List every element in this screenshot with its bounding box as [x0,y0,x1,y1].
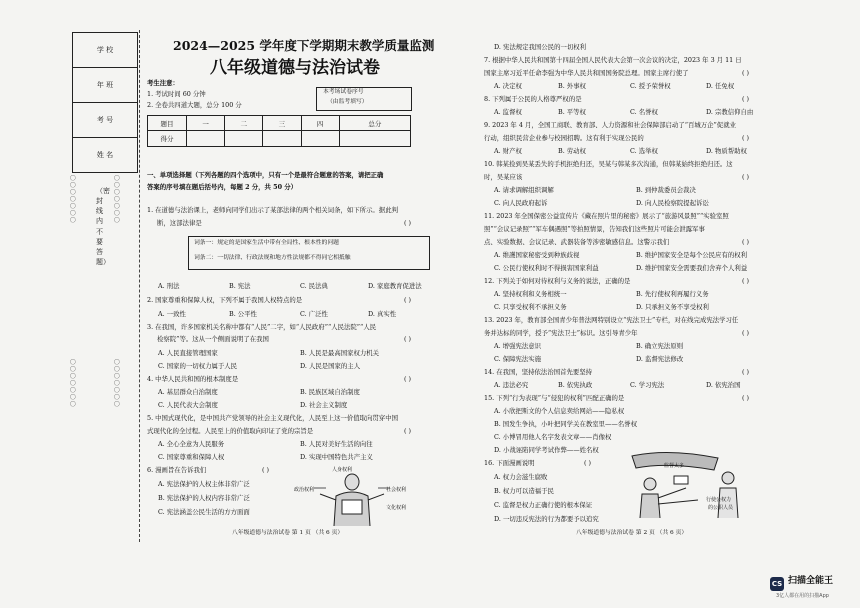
cartoon-label-officials: 的公职人员 [708,505,734,511]
cartoon-label-power: 行使公权力 [706,497,732,503]
option-b[interactable]: B. 平等权 [558,108,586,116]
option-b[interactable]: B. 权力可以造福于民 [494,487,554,495]
option-b[interactable]: B. 劳动权 [558,147,586,155]
score-row-label: 得分 [148,131,187,147]
option-c[interactable]: C. 宪法涵盖公民生活的方方面面 [158,508,250,516]
question-5-cont: 式现代化的全过程。人民至上的价值取向印证了党的宗旨是 [147,427,314,435]
answer-paren[interactable]: ( ) [742,95,750,103]
answer-paren[interactable]: ( ) [742,69,750,77]
option-d[interactable]: D. 依宪治国 [706,381,741,389]
option-c[interactable]: C. 民法典 [300,282,328,290]
score-header-item: 题目 [148,116,187,131]
option-a[interactable]: A. 决定权 [494,82,522,90]
page-footer-right: 八年级道德与法治试卷 第 2 页 （共 6 页） [576,530,688,536]
option-d[interactable]: D. 宪法规定我国公民的一切权利 [494,43,587,51]
cartoon-label-social: 社会权利 [386,487,407,493]
answer-paren[interactable]: ( ) [584,459,592,467]
seal-line-dots-lower-right: 〇〇〇〇〇〇〇 [114,360,120,408]
option-c[interactable]: C. 名誉权 [630,108,658,116]
option-b[interactable]: B. 维护国家安全是每个公民应有的权利 [636,251,748,259]
option-c[interactable]: C. 向人民政府起诉 [494,199,548,207]
student-info-table [72,32,138,173]
option-c[interactable]: C. 选举权 [630,147,658,155]
info-label-exam-number: 考 号 [73,103,138,138]
option-c[interactable]: C. 人民代表大会制度 [158,401,218,409]
option-b[interactable]: B. 确立宪法原则 [636,342,684,350]
answer-paren[interactable]: ( ) [404,219,412,227]
answer-paren[interactable]: ( ) [742,277,750,285]
option-a[interactable]: A. 维護国家秘密受到种族歧视 [494,251,580,259]
exam-title-line1: 2024—2025 学年度下学期期末教学质量监测 [173,38,435,53]
option-a[interactable]: A. 坚持权利和义务相统一 [494,290,567,298]
option-b[interactable]: B. 人民对美好生活的向往 [300,440,373,448]
scanner-app-badge: CS [770,577,784,591]
notice-title: 考生注意： [147,79,179,87]
option-a[interactable]: A. 请求调解组织调解 [494,186,554,194]
score-header-3: 三 [263,116,301,131]
seat-number-hint: （由监考填写） [327,99,368,105]
option-a[interactable]: A. 宪法保护的人权主体非常广泛 [158,480,250,488]
option-d[interactable]: D. 任免权 [706,82,735,90]
option-b[interactable]: B. 到仲裁委员会裁决 [636,186,696,194]
answer-paren[interactable]: ( ) [742,238,750,246]
question-5: 5. 中国式现代化，是中国共产党领导的社会主义现代化，人民至上这一价值取向贯穿中国 [147,414,398,422]
cartoon-label-supervision: 监督太多 [664,463,685,469]
option-c[interactable]: C. 保障宪法实施 [494,355,542,363]
option-a[interactable]: A. 小欣把斯文的个人信息卖给网站——隐私权 [494,407,625,415]
score-cell[interactable] [263,131,301,147]
option-d[interactable]: D. 宗教信仰自由 [706,108,754,116]
seal-line-dots-right: 〇〇〇〇〇〇〇 [114,176,120,224]
option-d[interactable]: D. 实现中国特色共产主义 [300,453,373,461]
seal-line [139,30,140,542]
seal-line-dots: 〇〇〇〇〇〇〇 [70,176,76,224]
option-b[interactable]: B. 先行使权利再履行义务 [636,290,709,298]
option-c[interactable]: C. 国家尊重和保障人权 [158,453,225,461]
score-cell[interactable] [301,131,339,147]
answer-paren[interactable]: ( ) [742,173,750,181]
score-header-4: 四 [301,116,339,131]
question-4: 4. 中华人民共和国的根本制度是 [147,375,239,383]
seal-line-dots-lower: 〇〇〇〇〇〇〇 [70,360,76,408]
option-c[interactable]: C. 公民行使权利时不得损害国家利益 [494,264,599,272]
question-12: 12. 下列关于如何对待权利与义务的说法，正确的是 [484,277,631,285]
info-label-class: 年 班 [73,68,138,103]
option-c[interactable]: C. 只享受权利不承担义务 [494,303,567,311]
option-a[interactable]: A. 增强宪法意识 [494,342,542,350]
option-c[interactable]: C. 国家的一切权力属于人民 [158,362,238,370]
option-a[interactable]: A. 刑法 [158,282,180,290]
option-c[interactable]: C. 学习宪法 [630,381,665,389]
option-a[interactable]: A. 一致性 [158,310,186,318]
question-3: 3. 在我国，许多国家机关名称中都有“人民”二字，如“人民政府”“人民法院”“人民 [147,323,377,331]
option-a[interactable]: A. 财产权 [494,147,522,155]
score-header-1: 一 [187,116,225,131]
option-d[interactable]: D. 维护国家安全需要我们舍弃个人利益 [636,264,748,272]
option-b[interactable]: B. 人民是最高国家权力机关 [300,349,380,357]
section1-heading-cont: 答案的序号填在题后括号内，每题 2 分，共 50 分） [147,183,298,191]
score-table [147,115,411,147]
notice-total: 2. 全卷共四道大题，总分 100 分 [147,101,242,109]
option-b[interactable]: B. 国发生争执，小叶把同学关在教室里——名誉权 [494,420,637,428]
cartoon-label-cultural: 文化权利 [386,505,407,511]
question-3-cont: 检察院”等。这从一个侧面说明了在我国 [157,335,269,343]
option-d[interactable]: D. 小战诬陷同学考试作弊——姓名权 [494,446,599,454]
question-9-cont: 行动，组织民营企业参与校园招聘。这有利于实现公民的 [484,134,644,142]
question-14: 14. 在我国，坚持依法治国首先要坚持 [484,368,593,376]
question-11-cont: 照”“会议记录照”“军车偶遇照”等拍照情景，告知我们这些照片可能会泄露军事 [484,225,705,233]
option-c[interactable]: C. 授予荣誉权 [630,82,671,90]
score-cell[interactable] [225,131,263,147]
option-d[interactable]: D. 一切违反宪法的行为都要予以追究 [494,515,599,523]
answer-paren[interactable]: ( ) [742,394,750,402]
answer-paren[interactable]: ( ) [742,368,750,376]
question-15: 15. 下列“行为表现”与“侵犯的权利”匹配正确的是 [484,394,625,402]
option-b[interactable]: B. 宪法 [229,282,251,290]
option-a[interactable]: A. 违法必究 [494,381,529,389]
option-d[interactable]: D. 监督宪法修改 [636,355,684,363]
question-10-cont: 时，吴某应该 [484,173,523,181]
option-b[interactable]: B. 宪法保护的人权内容非常广泛 [158,494,250,502]
option-d[interactable]: D. 家庭教育促进法 [368,282,422,290]
info-label-school: 学 校 [73,33,138,68]
q1-term-2: 词条二：一切法律、行政法规和地方性法规都不得同它相抵触 [194,255,351,261]
scanner-app-brand: 扫描全能王 [788,576,834,586]
option-a[interactable]: A. 人民直接管理国家 [158,349,218,357]
question-7: 7. 根据中华人民共和国第十四届全国人民代表大会第一次会议的决定，2023 年 3 月 11 日 [484,56,742,64]
question-11-cont2: 点、实验数据、会议记录、武器装备等涉密敏感信息。这警示我们 [484,238,670,246]
question-13-cont: 务并达标的同学，授予“宪法卫士”标识。这引导青少年 [484,329,638,337]
question-1: 1. 在道德与法治课上，老师向同学们出示了某部法律的两个相关词条，如下所示。据此判 [147,206,398,214]
option-c[interactable]: C. 小博冒用他人名字发表文章——肖像权 [494,433,612,441]
info-label-name: 姓 名 [73,138,138,173]
section1-heading: 一、单项选择题（下列各题的四个选项中，只有一个是最符合题意的答案，请把正确 [147,171,384,179]
score-header-2: 二 [225,116,263,131]
question-6: 6. 漫画旨在告诉我们 [147,466,207,474]
q6-cartoon [292,466,412,528]
question-8: 8. 下列属于公民的人格尊严权的是 [484,95,582,103]
option-d[interactable]: D. 只承担义务不享受权利 [636,303,709,311]
answer-paren[interactable]: ( ) [404,296,412,304]
option-d[interactable]: D. 向人民检察院提起诉讼 [636,199,709,207]
option-c[interactable]: C. 监督是权力正确行使的根本保证 [494,501,593,509]
option-b[interactable]: B. 外事权 [558,82,586,90]
question-1-cont: 断，这部法律是 [157,219,202,227]
answer-paren[interactable]: ( ) [742,329,750,337]
scanner-app-tagline: 3亿人都在用的扫描App [776,593,829,599]
option-a[interactable]: A. 监督权 [494,108,522,116]
exam-title-line2: 八年级道德与法治试卷 [210,58,380,78]
question-2: 2. 国家尊重和保障人权，下列不属于我国人权特点的是 [147,296,303,304]
score-cell[interactable] [187,131,225,147]
option-b[interactable]: B. 依宪执政 [558,381,593,389]
question-11: 11. 2023 年全国保密公益宣传片《藏在照片里的秘密》展示了“旅游风景照”“实验室照 [484,212,729,220]
question-13: 13. 2023 年，教育部全国青少年普法网特别设立“宪法卫士”专栏，对在线完成宪法学习任 [484,316,739,324]
page-footer-left: 八年级道德与法治试卷 第 1 页 （共 6 页） [232,530,344,536]
seal-line-notice: （密 封 线 内 不 要 答 题） [96,187,110,266]
question-10: 10. 韩某捡到吴某丢失的手机拒绝归还，吴某与韩某多次沟通，但韩某始终拒绝归还。这 [484,160,733,168]
question-7-cont: 国家主席习近平任命李强为中华人民共和国国务院总理。国家主席行使了 [484,69,689,77]
answer-paren[interactable]: ( ) [742,134,750,142]
score-header-total: 总分 [339,116,410,131]
option-b[interactable]: B. 民族区域自治制度 [300,388,360,396]
seat-number-label: 本考场试卷序号 [323,89,364,95]
option-a[interactable]: A. 全心全意为人民服务 [158,440,225,448]
q16-cartoon [628,448,756,520]
option-d[interactable]: D. 物质帮助权 [706,147,747,155]
option-c[interactable]: C. 广泛性 [300,310,328,318]
answer-paren[interactable]: ( ) [404,335,412,343]
option-d[interactable]: D. 人民是国家的主人 [300,362,361,370]
option-a[interactable]: A. 基层群众自治制度 [158,388,218,396]
option-b[interactable]: B. 公平性 [229,310,257,318]
option-d[interactable]: D. 真实性 [368,310,397,318]
cartoon-label-political: 政治权利 [294,487,315,493]
score-cell[interactable] [339,131,410,147]
option-a[interactable]: A. 权力会滋生腐败 [494,473,548,481]
q1-term-1: 词条一：规定的是国家生活中带有全局性、根本性的问题 [194,240,339,246]
cartoon-label-personal: 人身权利 [332,467,353,473]
question-16: 16. 下面漫画说明 [484,459,535,467]
answer-paren[interactable]: ( ) [404,427,412,435]
option-d[interactable]: D. 社会主义制度 [300,401,348,409]
notice-time: 1. 考试时间 60 分钟 [147,90,206,98]
question-9: 9. 2023 年 4 月，全国工商联、教育部、人力资源和社会保障部启动了“百城万企”促就业 [484,121,736,129]
answer-paren[interactable]: ( ) [404,375,412,383]
answer-paren[interactable]: ( ) [262,466,270,474]
